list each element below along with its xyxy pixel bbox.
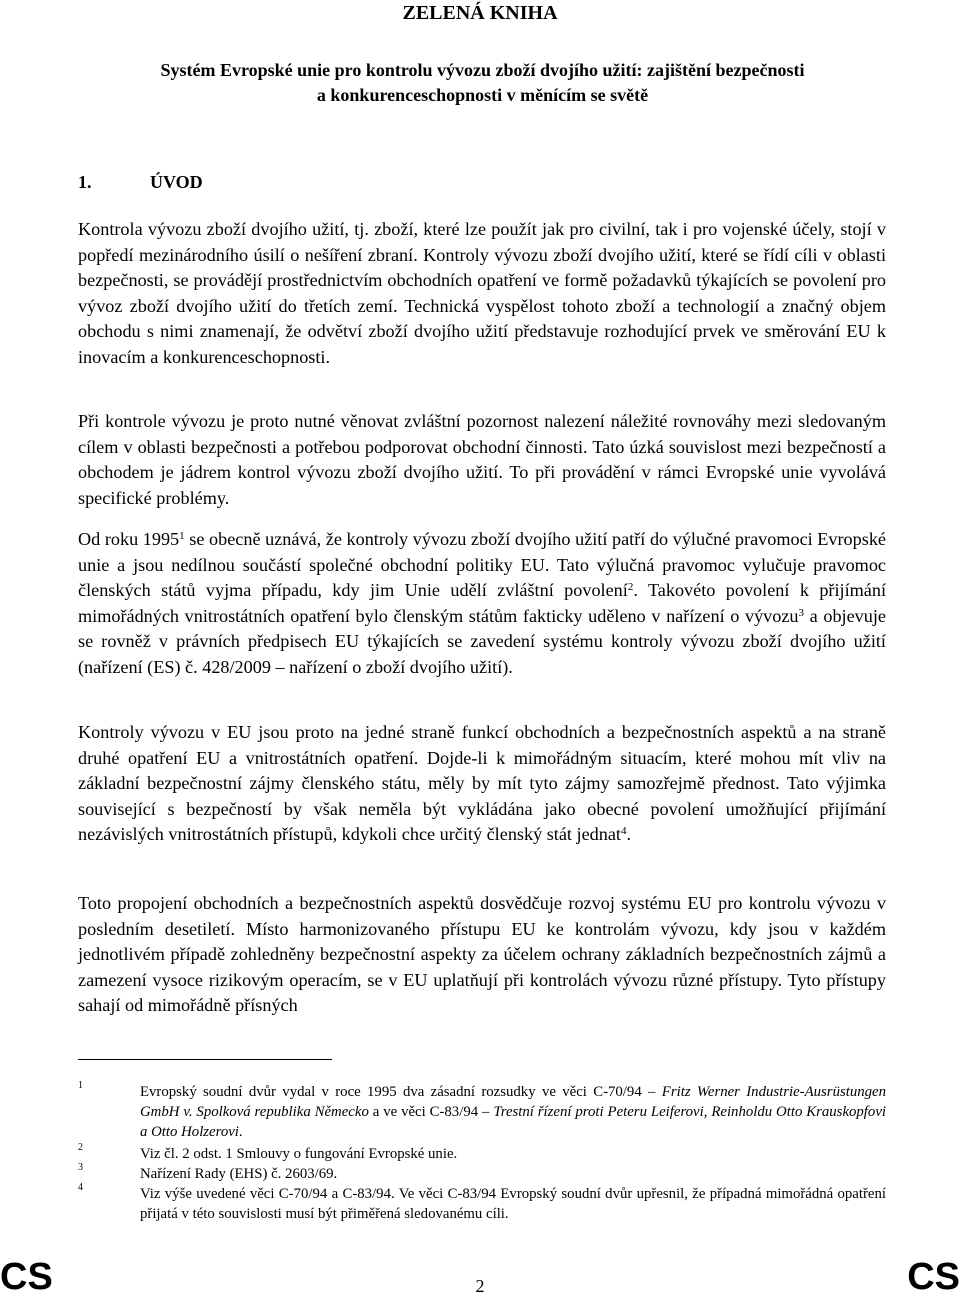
language-code-left: CS [0, 1256, 53, 1298]
document-subtitle [80, 58, 885, 108]
paragraph-5: Toto propojení obchodních a bezpečnostních aspektů dosvědčuje rozvoj systému EU pro kontrolu vývozu v posledním desetiletí. Místo harmonizovaného přístupu EU ke kontrolám vývozu, kdy jsou v každém jednotlivém případě zohledněny bezpečnostní aspekty za účelem ochrany základních bezpečnostních zájmů a zamezení vysoce rizikovým operacím, se v EU uplatňují při kontrolách vývozu různé přístupy. Tyto přístupy sahají od mimořádně přísných [78, 893, 886, 1016]
footnote-number: 1 [78, 1080, 83, 1091]
section-title: ÚVOD [150, 172, 203, 192]
footnote-3 [78, 1164, 886, 1184]
footnote-text: Viz výše uvedené věci C-70/94 a C-83/94. Ve věci C-83/94 Evropský soudní dvůr upřesnil, že případná mimořádná opatření přijatá v této souvislosti musí být přiměřená sledovanému cíli. [140, 1186, 886, 1222]
footnote-ref-2[interactable]: 2 [627, 581, 634, 594]
footnote-number: 3 [78, 1162, 83, 1173]
subtitle-line-2: a konkurenceschopnosti v měnícím se světě [316, 85, 649, 105]
footnote-2 [78, 1144, 886, 1164]
paragraph-3 [78, 527, 886, 681]
footnote-text [140, 1082, 886, 1142]
paragraph-1: Kontrola vývozu zboží dvojího užití, tj. zboží, které lze použít jak pro civilní, tak i pro vojenské účely, stojí v popředí mezinárodního úsilí o nešíření zbraní. Kontroly vývozu zboží dvojího užití, které se řídí cíli v oblasti bezpečnosti, se provádějí prostřednictvím obchodních opatření ve formě požadavků týkajících se povolení pro vývoz zboží dvojího užití do třetích zemí. Technická vyspělost tohoto zboží a technologií a značný objem obchodu s nimi znamenají, že odvětví zboží dvojího užití představuje rozhodující prvek ve směrování EU k inovacím a konkurenceschopnosti. [78, 219, 886, 367]
paragraph-4 [78, 720, 886, 848]
footnote-4 [78, 1184, 886, 1224]
footnote-ref-3[interactable]: 3 [798, 606, 805, 619]
paragraph-3-text-d: a objevuje se rovněž v právních předpisech EU týkajících se zavedení systému kontroly vývozu zboží dvojího užití (nařízení (ES) č. 428/2009 – nařízení o zboží dvojího užití). [78, 605, 886, 677]
page-number: 2 [475, 1276, 485, 1296]
paragraph-4-text-b: . [626, 824, 632, 845]
footnote-number: 4 [78, 1182, 83, 1193]
footnote-1-case-2: Trestní řízení proti Peteru Leiferovi, Reinholdu Otto Krauskopfovi a Otto Holzerovi [140, 1104, 886, 1140]
section-number: 1. [78, 172, 92, 192]
page-title: ZELENÁ KNIHA [402, 2, 558, 24]
footnote-ref-4[interactable]: 4 [620, 825, 627, 838]
footnote-1 [78, 1082, 886, 1142]
paragraph-3-text-a: Od roku 1995 [78, 529, 180, 549]
footnote-number: 2 [78, 1142, 83, 1153]
paragraph-4-text-a: Kontroly vývozu v EU jsou proto na jedné straně funkcí obchodních a bezpečnostních aspektů a na straně druhé opatření EU a vnitrostátních opatření. Dojde-li k mimořádným situacím, které mohou mít vliv na základní bezpečnostní zájmy členského státu, měly by mít tyto zájmy samozřejmě přednost. Tato výjimka související s bezpečností by však neměla být vykládána jako obecné povolení umožňující přijímání nezávislých vnitrostátních přístupů, kdykoli chce určitý členský stát jednat [78, 722, 886, 845]
subtitle-line-1: Systém Evropské unie pro kontrolu vývozu zboží dvojího užití: zajištění bezpečnosti [160, 60, 805, 80]
footnote-separator [78, 1059, 332, 1060]
footnote-text: Nařízení Rady (EHS) č. 2603/69. [140, 1166, 338, 1182]
language-code-right: CS [907, 1256, 960, 1298]
footnote-1-text-b: a ve věci C-83/94 – [368, 1104, 494, 1120]
paragraph-2: Při kontrole vývozu je proto nutné věnovat zvláštní pozornost nalezení náležité rovnováhy mezi sledovaným cílem v oblasti bezpečnosti a potřebou podporovat obchodní činnosti. Tato úzká souvislost mezi bezpečností a obchodem je jádrem kontrol vývozu zboží dvojího užití. To při provádění v rámci Evropské unie vyvolává specifické problémy. [78, 411, 886, 508]
footnote-1-case-1: Fritz Werner Industrie-Ausrüstungen GmbH v. Spolková republika Německo [140, 1084, 886, 1120]
paragraph-3-text-c: . Takovéto povolení k přijímání mimořádných vnitrostátních opatření bylo členským státům fakticky uděleno v nařízení o vývozu [78, 580, 887, 626]
section-heading [78, 172, 203, 193]
footnote-1-text-a: Evropský soudní dvůr vydal v roce 1995 dva zásadní rozsudky ve věci C-70/94 – [140, 1084, 662, 1100]
paragraph-3-text-b: se obecně uznává, že kontroly vývozu zboží dvojího užití patří do výlučné pravomoci Evropské unie a jsou nedílnou součástí společné obchodní politiky EU. Tato výlučná pravomoc vylučuje pravomoc členských států vyjma případu, kdy jim Unie udělí zvláštní povolení [78, 529, 886, 601]
footnote-1-text-c: . [238, 1124, 243, 1140]
footnote-ref-1[interactable]: 1 [179, 530, 185, 542]
footnote-text: Viz čl. 2 odst. 1 Smlouvy o fungování Evropské unie. [140, 1146, 458, 1162]
